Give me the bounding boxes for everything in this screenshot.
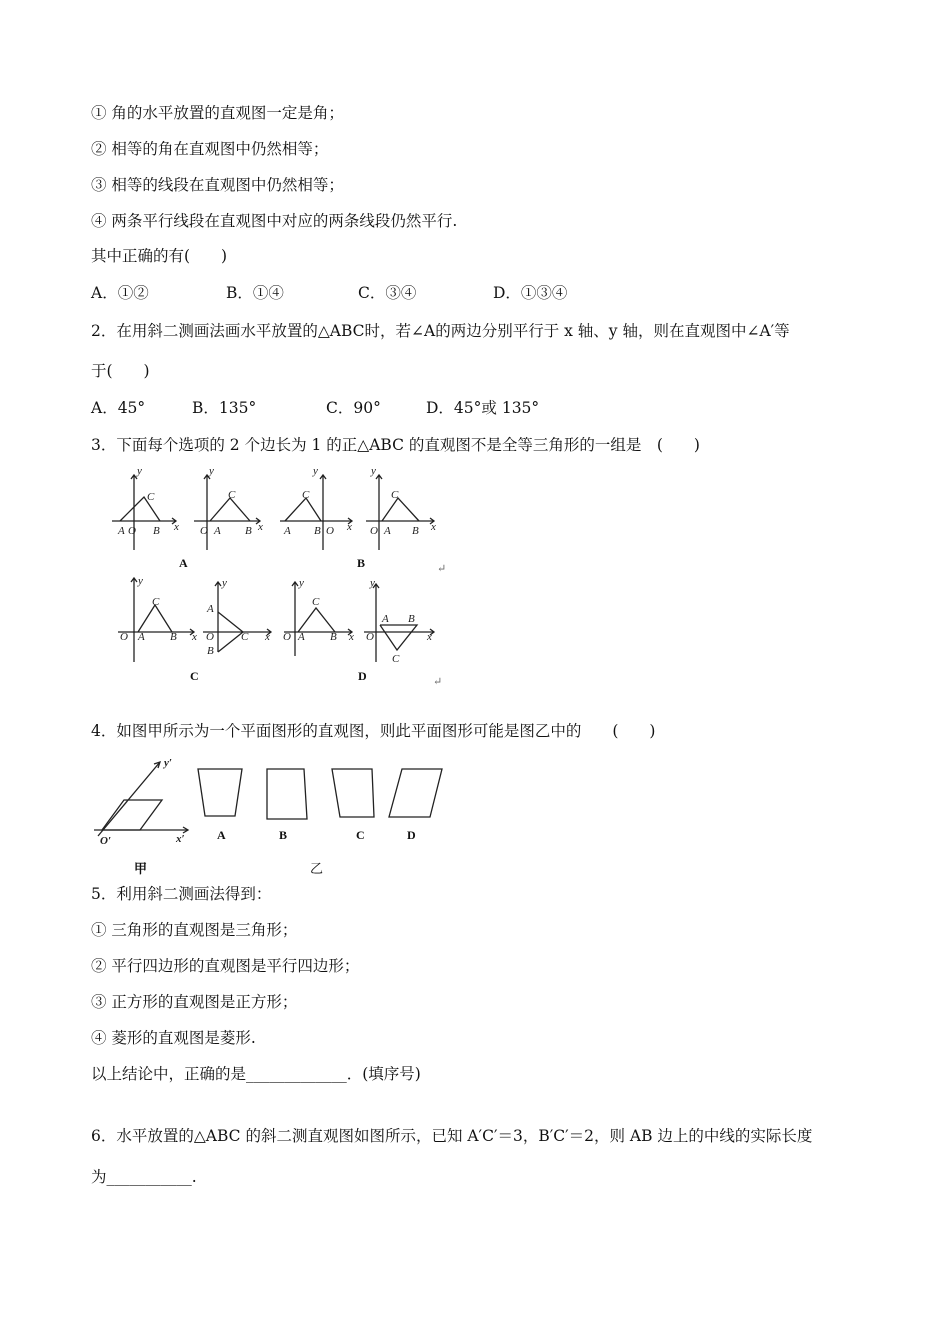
- svg-text:y′: y′: [164, 757, 172, 769]
- q4-figure-yi-label: 乙: [310, 861, 324, 876]
- svg-text:x′: x′: [176, 833, 185, 845]
- svg-text:C: C: [147, 491, 155, 503]
- q2-option-c: C．90°: [326, 399, 381, 417]
- svg-text:x: x: [258, 521, 263, 533]
- q1-option-a: A．①②: [91, 284, 149, 302]
- svg-text:A: A: [284, 525, 291, 537]
- return-mark-icon: ↵: [433, 675, 443, 688]
- svg-text:C: C: [228, 489, 236, 501]
- q2-option-b: B．135°: [192, 399, 257, 417]
- svg-text:O: O: [206, 631, 214, 643]
- svg-text:O: O: [326, 525, 334, 537]
- q3-label-c: C: [190, 669, 199, 683]
- q3-panel-b-left: [280, 475, 352, 550]
- svg-text:B: B: [170, 631, 177, 643]
- svg-text:A: A: [118, 525, 125, 537]
- q2-option-d: D．45°或 135°: [426, 399, 540, 417]
- svg-text:y: y: [222, 577, 227, 589]
- svg-text:y: y: [209, 465, 214, 477]
- q3-stem: 3．下面每个选项的 2 个边长为 1 的正△ABC 的直观图不是全等三角形的一组是 ( ): [91, 436, 700, 454]
- svg-text:A: A: [138, 631, 145, 643]
- q1-item-4: ④ 两条平行线段在直观图中对应的两条线段仍然平行.: [91, 212, 458, 230]
- q1-option-d: D．①③④: [493, 284, 568, 302]
- q3-panel-a-left: [112, 475, 176, 550]
- svg-text:y: y: [370, 577, 375, 589]
- q3-panel-c-left: [118, 578, 194, 662]
- q5-item-1: ① 三角形的直观图是三角形；: [91, 921, 298, 939]
- q1-item-1: ① 角的水平放置的直观图一定是角；: [91, 104, 344, 122]
- svg-text:O: O: [366, 631, 374, 643]
- svg-text:O: O: [283, 631, 291, 643]
- q6-stem-line2: 为___________.: [91, 1168, 197, 1186]
- q3-panel-a-right: [194, 475, 260, 550]
- q4-figure-jia: [88, 754, 198, 850]
- q2-stem-line2: 于( ): [91, 362, 150, 380]
- svg-text:B: B: [330, 631, 337, 643]
- svg-text:C: C: [392, 653, 400, 665]
- svg-text:B: B: [207, 645, 214, 657]
- svg-text:C: C: [152, 596, 160, 608]
- svg-text:x: x: [192, 631, 197, 643]
- svg-text:C: C: [312, 596, 320, 608]
- q4-option-b-label: B: [279, 828, 288, 842]
- q4-shape-a: [198, 769, 242, 816]
- q4-figure-jia-label: 甲: [134, 861, 148, 876]
- svg-text:y: y: [299, 577, 304, 589]
- svg-text:O: O: [370, 525, 378, 537]
- svg-text:y: y: [138, 575, 143, 587]
- svg-text:C: C: [241, 631, 249, 643]
- svg-text:x: x: [174, 521, 179, 533]
- return-mark-icon: ↵: [437, 562, 447, 575]
- svg-text:x: x: [427, 631, 432, 643]
- q4-shape-c: [332, 769, 374, 817]
- svg-text:y: y: [371, 465, 376, 477]
- q5-prompt: 以上结论中，正确的是_____________．(填序号): [91, 1065, 421, 1083]
- svg-text:A: A: [382, 613, 389, 625]
- svg-text:A: A: [384, 525, 391, 537]
- svg-text:A: A: [207, 603, 214, 615]
- svg-text:O: O: [200, 525, 208, 537]
- q3-figure: [108, 462, 453, 690]
- q4-option-a-label: A: [217, 828, 226, 842]
- q4-shape-b: [267, 769, 307, 819]
- svg-text:C: C: [391, 489, 399, 501]
- q5-item-4: ④ 菱形的直观图是菱形.: [91, 1029, 256, 1047]
- svg-text:B: B: [153, 525, 160, 537]
- svg-text:A: A: [298, 631, 305, 643]
- svg-text:C: C: [302, 489, 310, 501]
- q3-panel-d-right: [364, 584, 434, 662]
- q5-stem: 5．利用斜二测画法得到：: [91, 885, 272, 903]
- q4-option-d-label: D: [407, 828, 416, 842]
- svg-text:x: x: [431, 521, 436, 533]
- q1-prompt: 其中正确的有( ): [91, 247, 228, 265]
- svg-text:B: B: [412, 525, 419, 537]
- svg-text:x: x: [347, 521, 352, 533]
- q4-stem: 4．如图甲所示为一个平面图形的直观图，则此平面图形可能是图乙中的 ( ): [91, 722, 656, 740]
- q5-item-2: ② 平行四边形的直观图是平行四边形；: [91, 957, 360, 975]
- svg-text:B: B: [245, 525, 252, 537]
- svg-text:O′: O′: [100, 835, 112, 847]
- svg-text:B: B: [408, 613, 415, 625]
- q4-option-c-label: C: [356, 828, 365, 842]
- q3-panel-b-right: [366, 475, 434, 550]
- q3-label-a: A: [179, 556, 188, 570]
- q2-stem-line1: 2．在用斜二测画法画水平放置的△ABC时，若∠A的两边分别平行于 x 轴、y 轴，则在直观图中∠A′等: [91, 322, 790, 340]
- q5-item-3: ③ 正方形的直观图是正方形；: [91, 993, 298, 1011]
- svg-text:O: O: [120, 631, 128, 643]
- q6-stem-line1: 6．水平放置的△ABC 的斜二测直观图如图所示，已知 A′C′＝3，B′C′＝2，则 AB 边上的中线的实际长度: [91, 1127, 813, 1145]
- svg-text:x: x: [265, 631, 270, 643]
- svg-text:y: y: [137, 465, 142, 477]
- svg-text:y: y: [313, 465, 318, 477]
- q4-figure-yi: [192, 764, 454, 830]
- q2-option-a: A．45°: [91, 399, 146, 417]
- svg-text:O: O: [128, 525, 136, 537]
- svg-text:x: x: [349, 631, 354, 643]
- svg-text:A: A: [214, 525, 221, 537]
- q1-option-b: B．①④: [226, 284, 284, 302]
- q3-label-d: D: [358, 669, 367, 683]
- q3-label-b: B: [357, 556, 366, 570]
- q3-panel-d-left: [284, 582, 352, 656]
- q1-item-2: ② 相等的角在直观图中仍然相等；: [91, 140, 329, 158]
- q4-shape-d: [389, 769, 442, 817]
- q1-item-3: ③ 相等的线段在直观图中仍然相等；: [91, 176, 344, 194]
- q1-option-c: C．③④: [358, 284, 417, 302]
- svg-text:B: B: [314, 525, 321, 537]
